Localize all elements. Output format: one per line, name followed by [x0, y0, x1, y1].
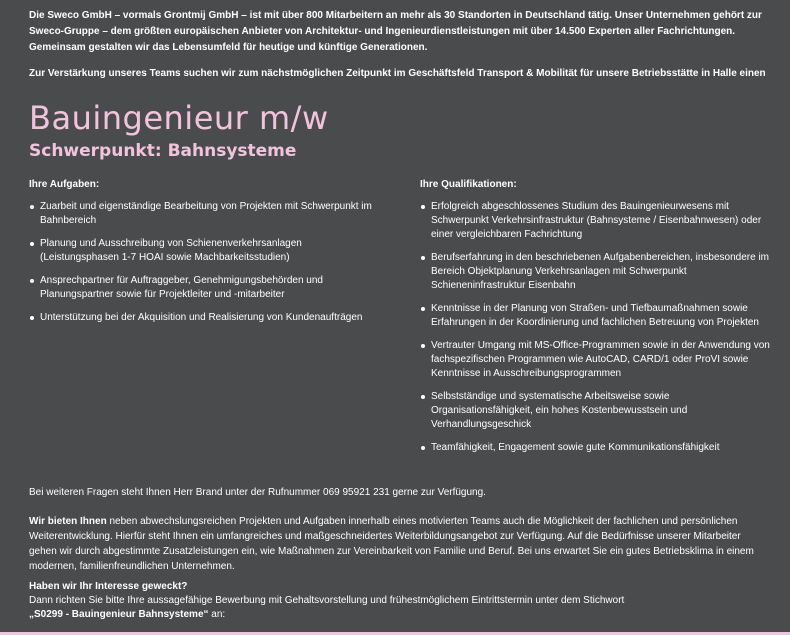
tasks-section: [29, 178, 379, 334]
job-subtitle: Schwerpunkt: Bahnsysteme: [29, 141, 297, 161]
qualification-item: Berufserfahrung in den beschriebenen Aufgabenbereichen, insbesondere im Bereich Objektplanung Verkehrsanlagen mit Schwerpunkt Schieneninfrastruktur Eisenbahn: [420, 251, 770, 293]
qualification-item: Kenntnisse in der Planung von Straßen- und Tiefbaumaßnahmen sowie Erfahrungen in der Koordinierung und fachlichen Betreuung von Projekten: [420, 302, 770, 330]
company-intro: Die Sweco GmbH – vormals Grontmij GmbH – ist mit über 800 Mitarbeitern an mehr als 30 Standorten in Deutschland tätig. Unser Unternehmen gehört zur Sweco-Gruppe – dem größten europäischen Anbieter von Architektur- und Ingenieurdienstleistungen mit über 14.500 Experten aller Fachrichtungen. Gemeinsam gestalten wir das Lebensumfeld für heutige und künftige Generationen.: [29, 10, 762, 53]
interest-suffix: an:: [208, 609, 226, 620]
qualifications-section: [420, 178, 770, 464]
offer-lead: Wir bieten Ihnen: [29, 516, 107, 527]
task-item: Unterstützung bei der Akquisition und Realisierung von Kundenaufträgen: [29, 311, 379, 325]
offer-text: neben abwechslungsreichen Projekten und Aufgaben innerhalb eines motivierten Teams auch die Möglichkeit der fachlichen und persönlichen Weiterentwicklung. Hierfür steht Ihnen ein umfangreiches und maßgeschneidertes Weiterbildungsangebot zur Verfügung. Auf die Bedürfnisse unserer Mitarbeiter gehen wir durch abgestimmte Zusatzleistungen ein, wie Maßnahmen zur Vereinbarkeit von Familie und Beruf. Bei uns erwartet Sie ein gutes Betriebsklima in einem modernen, familienfreundlichen Unternehmen.: [29, 516, 754, 572]
qualification-item: Selbstständige und systematische Arbeitsweise sowie Organisationsfähigkeit, ein hohes Kostenbewusstsein und Verhandlungsgeschick: [420, 390, 770, 432]
task-item: Ansprechpartner für Auftraggeber, Genehmigungsbehörden und Planungspartner sowie für Projektleiter und -mitarbeiter: [29, 274, 379, 302]
tasks-heading: Ihre Aufgaben:: [29, 179, 100, 190]
job-title: Bauingenieur m/w: [29, 99, 329, 137]
application-keyword: „S0299 - Bauingenieur Bahnsysteme“: [29, 609, 209, 620]
tasks-list: [29, 200, 379, 325]
job-ad: [29, 8, 769, 478]
qualification-item: Teamfähigkeit, Engagement sowie gute Kommunikationsfähigkeit: [420, 441, 770, 455]
task-item: Planung und Ausschreibung von Schienenverkehrsanlagen (Leistungsphasen 1-7 HOAI sowie Machbarkeitsstudien): [29, 237, 379, 265]
qualification-item: Vertrauter Umgang mit MS-Office-Programmen sowie in der Anwendung von fachspezifischen Programmen wie AutoCAD, CARD/1 oder ProVI sowie Kenntnisse in Ausschreibungsprogrammen: [420, 339, 770, 381]
task-item: Zuarbeit und eigenständige Bearbeitung von Projekten mit Schwerpunkt im Bahnbereich: [29, 200, 379, 228]
qualification-item: Erfolgreich abgeschlossenes Studium des Bauingenieurwesens mit Schwerpunkt Verkehrsinfrastruktur (Bahnsysteme / Eisenbahnwesen) oder einer vergleichbaren Fachrichtung: [420, 200, 770, 242]
interest-heading: Haben wir Ihr Interesse geweckt?: [29, 581, 188, 592]
requirements-columns: [29, 178, 769, 478]
offer-paragraph: [29, 514, 754, 574]
contact-info: Bei weiteren Fragen steht Ihnen Herr Brand unter der Rufnummer 069 95921 231 gerne zur Verfügung.: [29, 487, 486, 498]
search-intro: Zur Verstärkung unseres Teams suchen wir zum nächstmöglichen Zeitpunkt im Geschäftsfeld Transport & Mobilität für unsere Betriebsstätte in Halle einen: [29, 68, 766, 79]
application-call: [29, 580, 769, 622]
interest-text: Dann richten Sie bitte Ihre aussagefähige Bewerbung mit Gehaltsvorstellung und frühestmöglichem Eintrittstermin unter dem Stichwort: [29, 595, 625, 606]
qualifications-list: [420, 200, 770, 455]
qualifications-heading: Ihre Qualifikationen:: [420, 179, 517, 190]
